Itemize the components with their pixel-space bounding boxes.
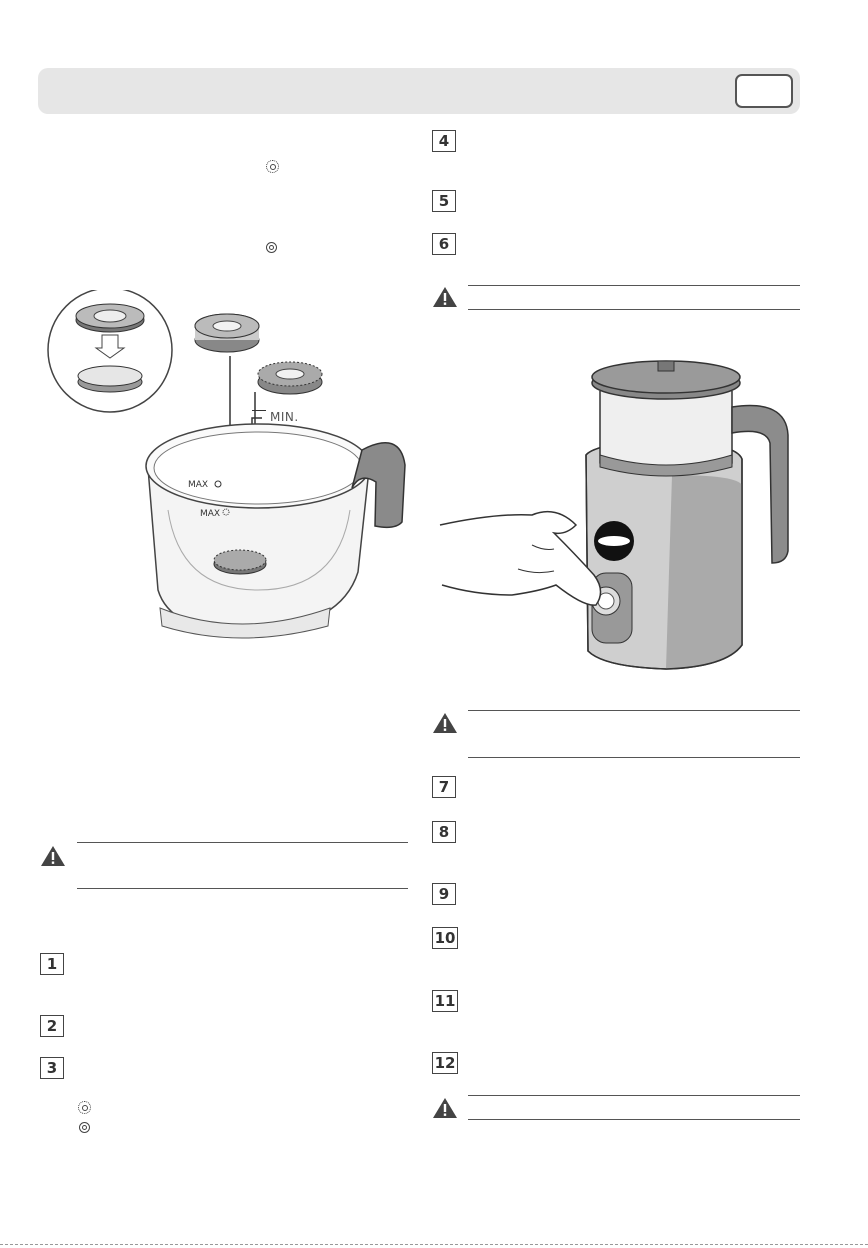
warning-triangle-icon [432, 286, 458, 308]
step-number: 6 [432, 233, 456, 255]
warning-rule-top [77, 842, 408, 843]
step-number: 1 [40, 953, 64, 975]
warning-rule-bottom [468, 309, 800, 310]
ring-icon [79, 1122, 90, 1133]
gear-icon [78, 1101, 91, 1114]
ring-icon [266, 242, 277, 253]
frother-press-button-illustration [436, 355, 866, 675]
min-label: MIN. [270, 410, 299, 424]
warning-rule-bottom [468, 1119, 800, 1120]
step-number: 12 [432, 1052, 458, 1074]
header-band [38, 68, 800, 114]
warning-triangle-icon [432, 712, 458, 734]
warning-triangle-icon [40, 845, 66, 867]
step-number: 7 [432, 776, 456, 798]
step-number: 4 [432, 130, 456, 152]
min-leader [252, 410, 266, 411]
warning-triangle-icon [432, 1097, 458, 1119]
step-number: 8 [432, 821, 456, 843]
step-number: 9 [432, 883, 456, 905]
gear-icon [266, 160, 279, 173]
max-label-cold: MAX [188, 480, 209, 490]
page-bottom-edge [0, 1244, 868, 1245]
max-label-hot: MAX [200, 509, 221, 519]
warning-rule-bottom [468, 757, 800, 758]
step-number: 10 [432, 927, 458, 949]
warning-rule-top [468, 710, 800, 711]
step-number: 2 [40, 1015, 64, 1037]
step-number: 5 [432, 190, 456, 212]
warning-rule-top [468, 1095, 800, 1096]
warning-rule-bottom [77, 888, 408, 889]
step-number: 3 [40, 1057, 64, 1079]
warning-rule-top [468, 285, 800, 286]
page-language-box [735, 74, 793, 108]
step-number: 11 [432, 990, 458, 1012]
jug-whisk-illustration [40, 290, 420, 650]
